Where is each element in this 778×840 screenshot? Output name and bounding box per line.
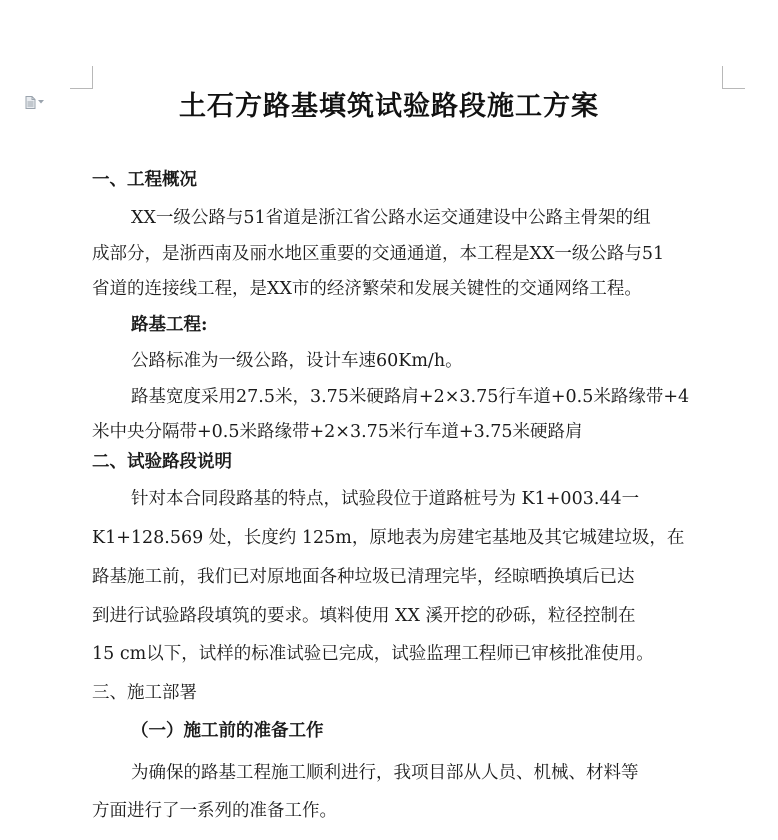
paragraph-line: 公路标准为一级公路，设计车速60Km/h。	[131, 351, 463, 371]
paragraph-line: K1+128.569 处，长度约 125m，原地表为房建宅基地及其它城建垃圾，在	[92, 528, 685, 548]
paragraph-line: 方面进行了一系列的准备工作。	[92, 801, 337, 821]
document-title: 土石方路基填筑试验路段施工方案	[179, 91, 599, 122]
subheading: 路基工程:	[131, 315, 208, 335]
paragraph-line: 为确保的路基工程施工顺利进行，我项目部从人员、机械、材料等	[131, 763, 639, 783]
section-heading: 二、试验路段说明	[92, 452, 232, 472]
paragraph-line: 15 cm以下，试样的标准试验已完成，试验监理工程师已审核批准使用。	[92, 644, 654, 664]
section-heading: 三、施工部署	[92, 683, 197, 703]
subheading: （一）施工前的准备工作	[131, 721, 324, 741]
paragraph-line: 针对本合同段路基的特点，试验段位于道路桩号为 K1+003.44一	[131, 489, 640, 509]
paragraph-line: 省道的连接线工程，是XX市的经济繁荣和发展关键性的交通网络工程。	[92, 279, 642, 299]
paragraph-line: 到进行试验路段填筑的要求。填料使用 XX 溪开挖的砂砾，粒径控制在	[92, 606, 636, 626]
paragraph-line: XX一级公路与51省道是浙江省公路水运交通建设中公路主骨架的组	[131, 208, 651, 228]
paragraph-line: 米中央分隔带+0.5米路缘带+2×3.75米行车道+3.75米硬路肩	[92, 422, 583, 442]
paragraph-line: 路基宽度采用27.5米，3.75米硬路肩+2×3.75行车道+0.5米路缘带+4	[131, 387, 690, 407]
section-heading: 一、工程概况	[92, 170, 197, 190]
paragraph-line: 路基施工前，我们已对原地面各种垃圾已清理完毕，经晾晒换填后已达	[92, 567, 635, 587]
paragraph-line: 成部分，是浙西南及丽水地区重要的交通通道，本工程是XX一级公路与51	[92, 244, 665, 264]
